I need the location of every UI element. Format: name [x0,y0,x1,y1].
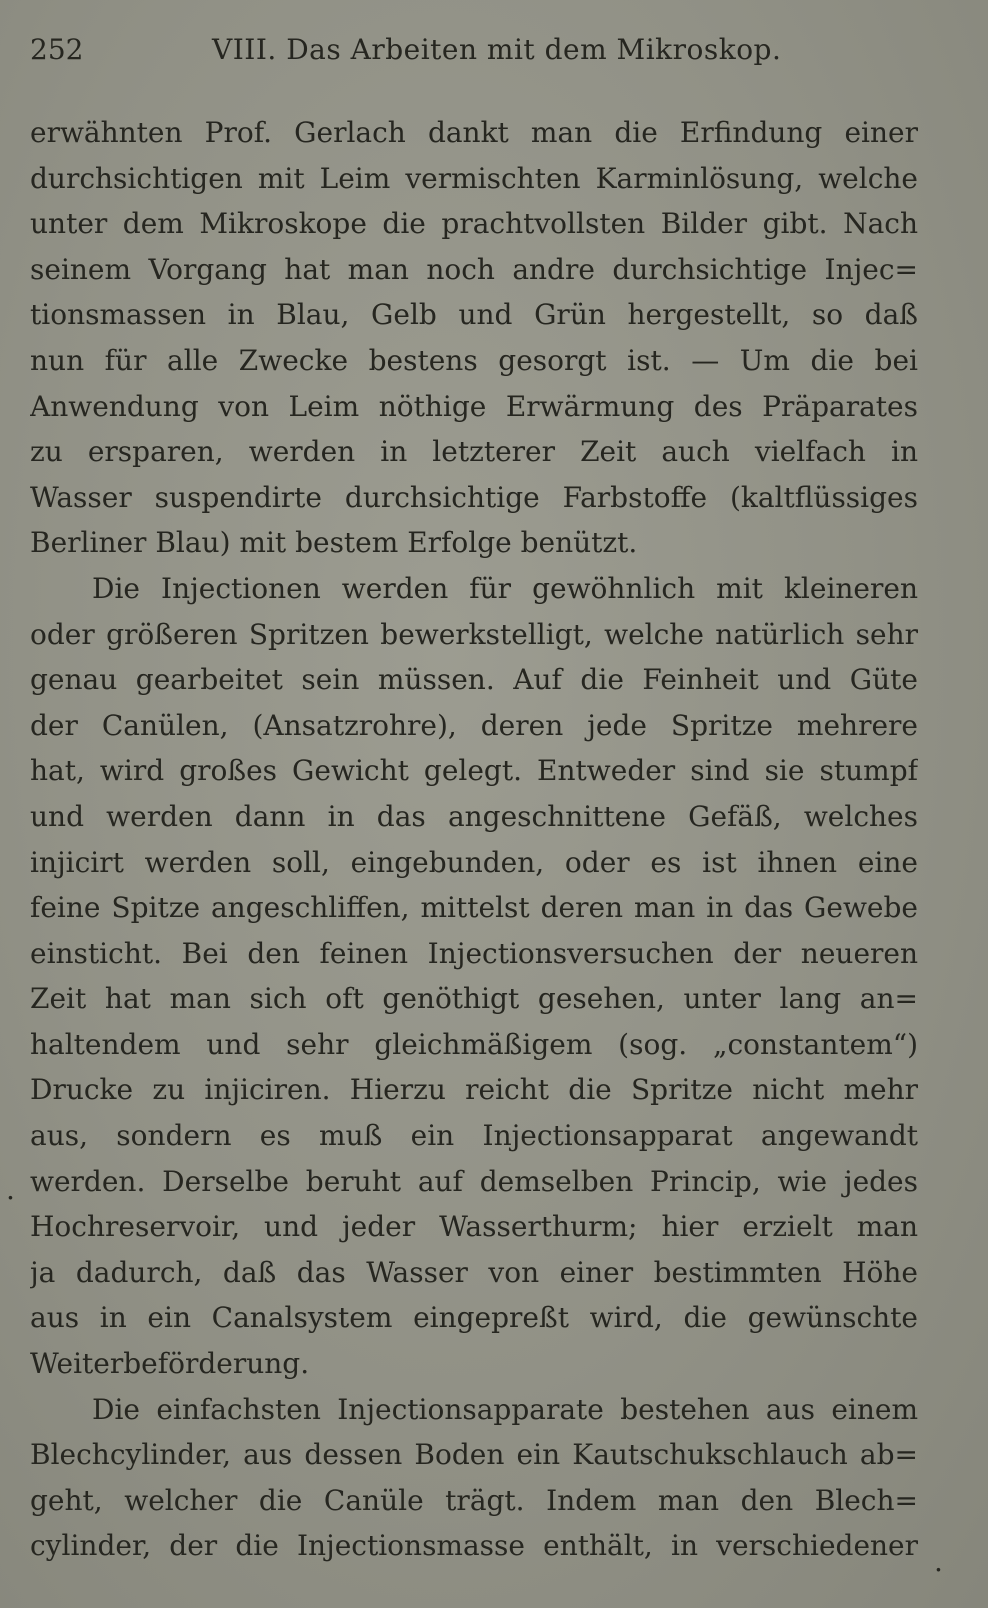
text-line: Hochreservoir, und jeder Wasserthurm; hier erzielt man [30,1210,918,1244]
text-line: tionsmassen in Blau, Gelb und Grün hergestellt, so daß [30,298,918,332]
text-line: cylinder, der die Injectionsmasse enthält, in verschiedener [30,1529,918,1563]
page-header [30,30,930,70]
text-line: oder größeren Spritzen bewerkstelligt, welche natürlich sehr [30,617,918,651]
page-number: 252 [30,33,84,66]
text-line: geht, welcher die Canüle trägt. Indem man den Blech= [30,1483,918,1517]
paragraph [30,1387,918,1569]
text-line: genau gearbeitet sein müssen. Auf die Feinheit und Güte [30,663,918,697]
text-line: Anwendung von Leim nöthige Erwärmung des Präparates [30,389,918,423]
text-line: seinem Vorgang hat man noch andre durchsichtige Injec= [30,252,918,286]
text-line: Die Injectionen werden für gewöhnlich mit kleineren [92,571,918,605]
paragraph [30,110,918,566]
text-line: injicirt werden soll, eingebunden, oder es ist ihnen eine [30,845,918,879]
text-line: nun für alle Zwecke bestens gesorgt ist. — Um die bei [30,343,918,377]
text-line: aus in ein Canalsystem eingepreßt wird, die gewünschte [30,1301,918,1335]
text-line: unter dem Mikroskope die prachtvollsten Bilder gibt. Nach [30,207,918,241]
page-body [30,110,918,1569]
text-line: und werden dann in das angeschnittene Gefäß, welches [30,799,918,833]
text-line: Berliner Blau) mit bestem Erfolge benützt. [30,526,638,560]
text-line: erwähnten Prof. Gerlach dankt man die Erfindung einer [30,116,918,149]
text-line: zu ersparen, werden in letzterer Zeit auch vielfach in [30,435,918,469]
text-line: Wasser suspendirte durchsichtige Farbstoffe (kaltflüssiges [30,480,918,514]
text-line: feine Spitze angeschliffen, mittelst deren man in das Gewebe [30,891,918,925]
text-line: Weiterbeförderung. [30,1347,310,1381]
running-title: VIII. Das Arbeiten mit dem Mikroskop. [212,33,782,66]
text-line: ja dadurch, daß das Wasser von einer bestimmten Höhe [30,1255,918,1289]
text-line: Blechcylinder, aus dessen Boden ein Kautschukschlauch ab= [30,1438,918,1472]
text-line: durchsichtigen mit Leim vermischten Karminlösung, welche [30,161,918,195]
text-line: einsticht. Bei den feinen Injectionsversuchen der neueren [30,936,918,970]
text-line: werden. Derselbe beruht auf demselben Princip, wie jedes [30,1164,918,1198]
text-line: Drucke zu injiciren. Hierzu reicht die Spritze nicht mehr [30,1073,918,1107]
paragraph [30,566,918,1387]
text-line: haltendem und sehr gleichmäßigem (sog. „constantem“) [30,1027,918,1061]
text-line: der Canülen, (Ansatzrohre), deren jede Spritze mehrere [30,708,918,742]
margin-mark-right: . [934,1545,943,1578]
text-line: Die einfachsten Injectionsapparate bestehen aus einem [92,1392,918,1426]
text-line: hat, wird großes Gewicht gelegt. Entweder sind sie stumpf [30,754,918,788]
margin-mark-left: . [6,1173,15,1206]
text-line: Zeit hat man sich oft genöthigt gesehen, unter lang an= [30,982,918,1016]
text-line: aus, sondern es muß ein Injectionsapparat angewandt [30,1119,918,1153]
